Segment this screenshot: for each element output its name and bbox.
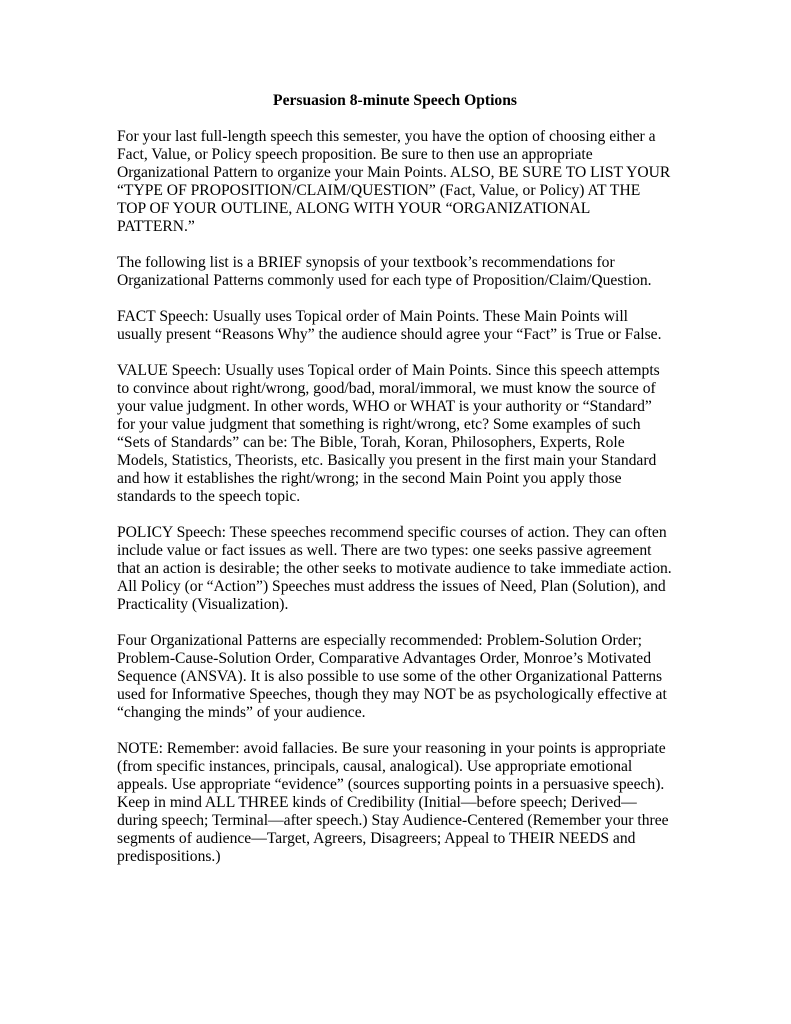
paragraph-policy-speech	[117, 524, 672, 614]
text-line: The following list is a BRIEF synopsis of your textbook’s recommendations for	[117, 254, 615, 271]
text-line: NOTE: Remember: avoid fallacies. Be sure your reasoning in your points is appropriate	[117, 740, 666, 757]
text-line: POLICY Speech: These speeches recommend specific courses of action. They can often	[117, 524, 667, 541]
text-line: For your last full-length speech this semester, you have the option of choosing either a	[117, 128, 656, 145]
text-line: usually present “Reasons Why” the audience should agree your “Fact” is True or False.	[117, 326, 662, 343]
text-line: Sequence (ANSVA). It is also possible to use some of the other Organizational Patterns	[117, 668, 663, 685]
text-line: that an action is desirable; the other seeks to motivate audience to take immediate action.	[117, 560, 672, 577]
paragraph-note	[117, 740, 669, 866]
text-line: VALUE Speech: Usually uses Topical order of Main Points. Since this speech attempts	[117, 362, 660, 379]
text-line: (from specific instances, principals, causal, analogical). Use appropriate emotional	[117, 758, 633, 775]
text-line: All Policy (or “Action”) Speeches must address the issues of Need, Plan (Solution), and	[117, 578, 666, 595]
text-line: include value or fact issues as well. There are two types: one seeks passive agreement	[117, 542, 652, 559]
paragraph-value-speech	[117, 362, 660, 506]
text-line: to convince about right/wrong, good/bad, moral/immoral, we must know the source of	[117, 380, 656, 397]
text-line: predispositions.)	[117, 848, 221, 865]
paragraph-synopsis	[117, 254, 657, 290]
text-line: FACT Speech: Usually uses Topical order of Main Points. These Main Points will	[117, 308, 629, 325]
text-line: “Sets of Standards” can be: The Bible, Torah, Koran, Philosophers, Experts, Role	[117, 434, 625, 451]
text-line: during speech; Terminal—after speech.) Stay Audience-Centered (Remember your three	[117, 812, 669, 829]
paragraph-fact-speech	[117, 308, 662, 344]
text-line: Organizational Patterns commonly used for each type of Proposition/Claim/Question.	[117, 272, 652, 289]
text-line: standards to the speech topic.	[117, 488, 301, 505]
text-line: segments of audience—Target, Agreers, Disagreers; Appeal to THEIR NEEDS and	[117, 830, 636, 847]
document-title: Persuasion 8-minute Speech Options	[273, 92, 517, 109]
text-line: Fact, Value, or Policy speech proposition. Be sure to then use an appropriate	[117, 146, 593, 163]
text-line: your value judgment. In other words, WHO or WHAT is your authority or “Standard”	[117, 398, 652, 415]
text-line: Keep in mind ALL THREE kinds of Credibility (Initial—before speech; Derived—	[117, 794, 637, 811]
text-line: used for Informative Speeches, though they may NOT be as psychologically effective at	[117, 686, 667, 703]
paragraph-organizational-patterns	[117, 632, 667, 722]
text-line: Four Organizational Patterns are especially recommended: Problem-Solution Order;	[117, 632, 642, 649]
paragraph-intro	[117, 128, 671, 236]
text-line: Models, Statistics, Theorists, etc. Basically you present in the first main your Standard	[117, 452, 657, 469]
text-line: Problem-Cause-Solution Order, Comparative Advantages Order, Monroe’s Motivated	[117, 650, 652, 667]
text-line: PATTERN.”	[117, 218, 195, 235]
text-line: “changing the minds” of your audience.	[117, 704, 366, 721]
text-line: for your value judgment that something is right/wrong, etc? Some examples of such	[117, 416, 641, 433]
text-line: Organizational Pattern to organize your Main Points. ALSO, BE SURE TO LIST YOUR	[117, 164, 671, 181]
text-line: TOP OF YOUR OUTLINE, ALONG WITH YOUR “ORGANIZATIONAL	[117, 200, 591, 217]
text-line: and how it establishes the right/wrong; in the second Main Point you apply those	[117, 470, 622, 487]
document-body	[117, 92, 672, 884]
text-line: “TYPE OF PROPOSITION/CLAIM/QUESTION” (Fact, Value, or Policy) AT THE	[117, 182, 641, 199]
text-line: appeals. Use appropriate “evidence” (sources supporting points in a persuasive speech).	[117, 776, 665, 793]
text-line: Practicality (Visualization).	[117, 596, 289, 613]
